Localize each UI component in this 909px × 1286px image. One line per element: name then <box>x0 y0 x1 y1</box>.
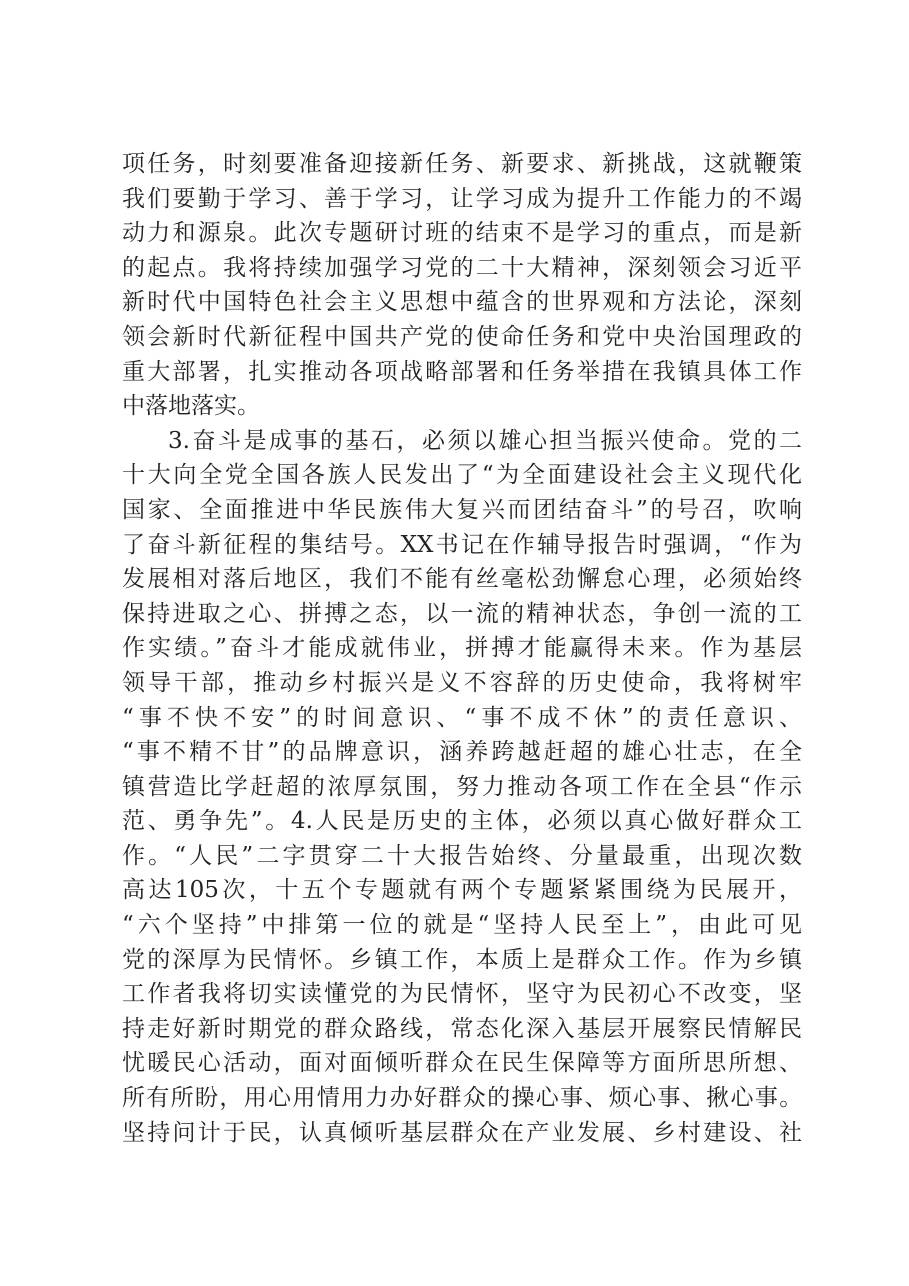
text-line: 作。“人民”二字贯穿二十大报告始终、分量最重，出现次数 <box>122 842 802 869</box>
text-line: 保持进取之心、拼搏之态，以一流的精神状态，争创一流的工 <box>122 600 802 627</box>
text-line: 镇营造比学赶超的浓厚氛围，努力推动各项工作在全县“作示 <box>122 773 802 800</box>
text-line: 工作者我将切实读懂党的为民情怀，坚守为民初心不改变，坚 <box>122 981 802 1008</box>
text-line: 范、勇争先”。4.人民是历史的主体，必须以真心做好群众工 <box>122 808 802 835</box>
text-line: 领导干部，推动乡村振兴是义不容辞的历史使命，我将树牢 <box>122 669 802 696</box>
text-line: 党的深厚为民情怀。乡镇工作，本质上是群众工作。作为乡镇 <box>122 946 802 973</box>
text-line: 项任务，时刻要准备迎接新任务、新要求、新挑战，这就鞭策 <box>122 151 802 177</box>
text-line: 作实绩。”奋斗才能成就伟业，拼搏才能赢得未来。作为基层 <box>122 635 802 662</box>
text-line: “事不快不安”的时间意识、“事不成不休”的责任意识、 <box>122 704 802 731</box>
text-line: 的起点。我将持续加强学习党的二十大精神，深刻领会习近平 <box>122 254 802 281</box>
text-line: 高达105次，十五个专题就有两个专题紧紧围绕为民展开， <box>122 877 802 904</box>
text-line: 新时代中国特色社会主义思想中蕴含的世界观和方法论，深刻 <box>122 289 802 316</box>
text-line: “六个坚持”中排第一位的就是“坚持人民至上”，由此可见 <box>122 912 802 939</box>
text-line: 忧暖民心活动，面对面倾听群众在民生保障等方面所思所想、 <box>122 1050 802 1077</box>
text-line: 十大向全党全国各族人民发出了“为全面建设社会主义现代化 <box>122 462 802 489</box>
text-line: 领会新时代新征程中国共产党的使命任务和党中央治国理政的 <box>122 323 802 350</box>
text-line: 国家、全面推进中华民族伟大复兴而团结奋斗”的号召，吹响 <box>122 496 802 523</box>
text-line: 重大部署，扎实推动各项战略部署和任务举措在我镇具体工作 <box>122 358 802 385</box>
text-line: 发展相对落后地区，我们不能有丝毫松劲懈怠心理，必须始终 <box>122 566 802 593</box>
section-3-first-line: 3.奋斗是成事的基石，必须以雄心担当振兴使命。党的二 <box>168 427 802 454</box>
text-line: “事不精不甘”的品牌意识，涵养跨越赶超的雄心壮志，在全 <box>122 739 802 766</box>
text-line: 动力和源泉。此次专题研讨班的结束不是学习的重点，而是新 <box>122 220 802 247</box>
body-text <box>122 147 802 1150</box>
text-line: 持走好新时期党的群众路线，常态化深入基层开展察民情解民 <box>122 1015 802 1042</box>
text-line: 所有所盼，用心用情用力办好群众的操心事、烦心事、揪心事。 <box>122 1085 802 1112</box>
text-line: 我们要勤于学习、善于学习，让学习成为提升工作能力的不竭 <box>122 185 802 212</box>
text-line: 坚持问计于民，认真倾听基层群众在产业发展、乡村建设、社 <box>122 1119 802 1146</box>
text-line: 中落地落实。 <box>122 393 260 420</box>
text-line: 了奋斗新征程的集结号。XX书记在作辅导报告时强调，“作为 <box>122 531 802 558</box>
